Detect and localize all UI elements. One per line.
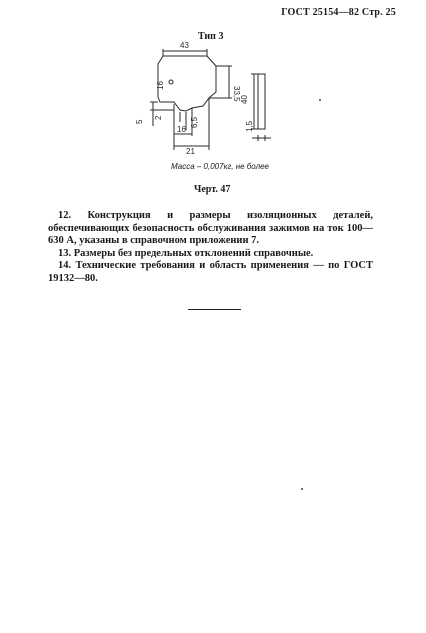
dim-notch-right: 6,5 bbox=[190, 116, 199, 128]
side-view bbox=[258, 74, 265, 129]
dim-bottom-16: 16 bbox=[177, 125, 186, 134]
dim-bottom-21: 21 bbox=[186, 147, 195, 156]
dim-left-small: 5 bbox=[135, 119, 144, 124]
dim-left-small2: 2 bbox=[154, 115, 163, 120]
plate-outline bbox=[158, 56, 216, 111]
mass-note: Масса – 0,007кг, не более bbox=[171, 162, 269, 171]
dim-top-width: 43 bbox=[180, 42, 189, 50]
dim-inner-height: 16 bbox=[156, 81, 165, 90]
technical-drawing bbox=[130, 42, 300, 160]
running-header: ГОСТ 25154—82 Стр. 25 bbox=[281, 7, 396, 18]
speck bbox=[319, 99, 321, 101]
figure-caption: Черт. 47 bbox=[194, 184, 231, 195]
paragraph-14: 14. Технические требования и область применения — по ГОСТ 19132—80. bbox=[48, 260, 373, 284]
paragraph-13: 13. Размеры без предельных отклонений справочные. bbox=[58, 247, 314, 259]
type-title: Тип 3 bbox=[198, 31, 224, 42]
dim-height-main: 33,5 bbox=[232, 86, 241, 102]
speck bbox=[301, 488, 303, 490]
paragraph-12: 12. Конструкция и размеры изоляционных деталей, обеспечивающих безопасность обслуживания зажимов на ток 100—630 А, указаны в справочном приложении 7. bbox=[48, 210, 373, 246]
end-rule bbox=[188, 309, 241, 310]
body-text bbox=[48, 210, 373, 285]
plate-hole bbox=[169, 80, 173, 84]
dim-side-thickness: 1,5 bbox=[245, 120, 254, 132]
dim-side-total: 40 bbox=[240, 95, 249, 104]
